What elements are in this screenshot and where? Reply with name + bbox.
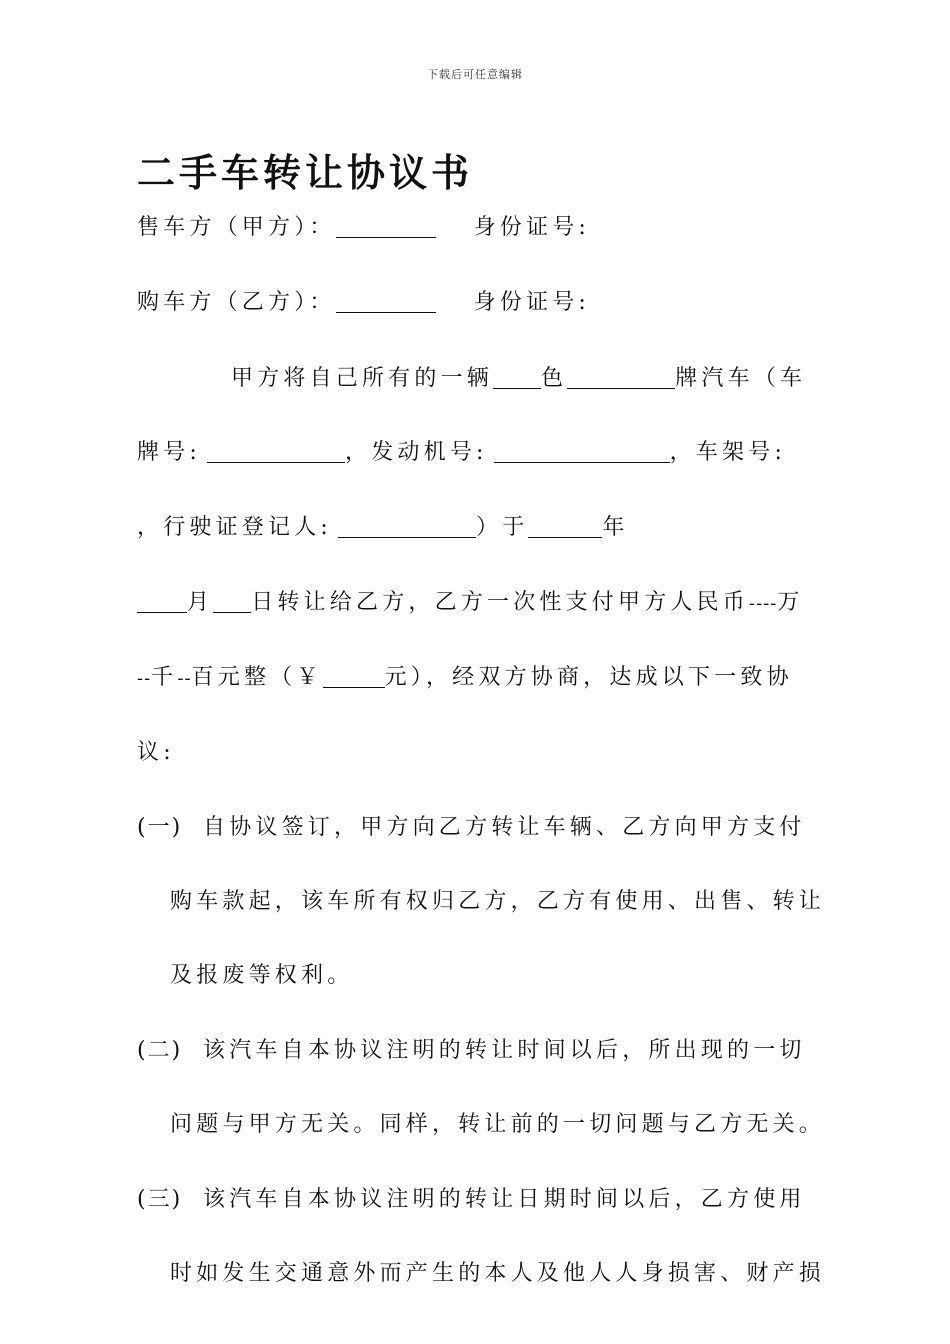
thousand-blank: -- <box>137 668 152 689</box>
ten-thousand-blank: ---- <box>749 593 778 614</box>
para-text: ，发动机号: <box>345 440 488 465</box>
clause-3-line-1 <box>137 1185 806 1215</box>
seller-line <box>137 213 590 243</box>
registrant-blank <box>338 515 476 538</box>
para-text: 日转让给乙方，乙方一次性支付甲方人民币 <box>251 590 750 615</box>
clause-2-line-2: 问题与甲方无关。同样，转让前的一切问题与乙方无关。 <box>170 1112 826 1137</box>
seller-name-blank <box>336 215 436 238</box>
para-text: 牌汽车（车 <box>675 366 807 391</box>
para-line-1 <box>231 364 806 394</box>
brand-blank <box>567 366 675 389</box>
amount-blank <box>323 665 385 688</box>
para-line-3 <box>137 513 629 543</box>
buyer-label: 购车方（乙方）： <box>137 290 336 315</box>
para-text: 牌号: <box>137 440 202 465</box>
day-blank <box>213 590 251 613</box>
buyer-id-label: 身份证号: <box>473 290 591 315</box>
clause-text: 该汽车自本协议注明的转让时间以后，所出现的一切 <box>203 1038 806 1063</box>
para-text: 月 <box>187 590 214 615</box>
month-blank <box>137 590 187 613</box>
clause-text: 自协议签订，甲方向乙方转让车辆、乙方向甲方支付 <box>203 815 806 840</box>
clause-1-line-1 <box>137 813 806 843</box>
plate-number-blank <box>207 440 345 463</box>
color-blank <box>493 366 541 389</box>
clause-1-line-2: 购车款起，该车所有权归乙方，乙方有使用、出售、转让 <box>170 889 826 914</box>
para-text: ，车架号: <box>669 440 787 465</box>
para-text: 万 <box>777 590 804 615</box>
para-text: 元），经双方协商，达成以下一致协 <box>384 665 793 690</box>
year-blank <box>528 515 602 538</box>
page-header: 下载后可任意编辑 <box>427 68 523 81</box>
para-line-4 <box>137 588 804 619</box>
clause-number: (一) <box>137 815 183 840</box>
para-line-5 <box>137 663 793 694</box>
para-text: 年 <box>602 515 629 540</box>
seller-id-label: 身份证号: <box>473 215 591 240</box>
para-text: 百元整（￥ <box>191 665 323 690</box>
para-line-2 <box>137 438 786 468</box>
buyer-name-blank <box>336 290 436 313</box>
para-text: 色 <box>541 366 568 391</box>
document-title: 二手车转让协议书 <box>137 150 474 195</box>
clause-number: (二) <box>137 1038 183 1063</box>
clause-2-line-1 <box>137 1036 806 1066</box>
clause-text: 该汽车自本协议注明的转让日期时间以后，乙方使用 <box>203 1187 806 1212</box>
clause-number: (三) <box>137 1187 183 1212</box>
clause-3-line-2: 时如发生交通意外而产生的本人及他人人身损害、财产损 <box>170 1261 826 1286</box>
para-text: 千 <box>151 665 178 690</box>
engine-number-blank <box>494 440 670 463</box>
clause-1-line-3: 及报废等权利。 <box>170 963 354 988</box>
para-line-6: 议: <box>137 740 175 765</box>
para-text: ）于 <box>476 515 529 540</box>
seller-label: 售车方（甲方）： <box>137 215 336 240</box>
buyer-line <box>137 288 590 318</box>
para-text: 甲方将自己所有的一辆 <box>231 366 494 391</box>
hundred-blank: -- <box>177 668 192 689</box>
para-text: ，行驶证登记人: <box>137 515 333 540</box>
